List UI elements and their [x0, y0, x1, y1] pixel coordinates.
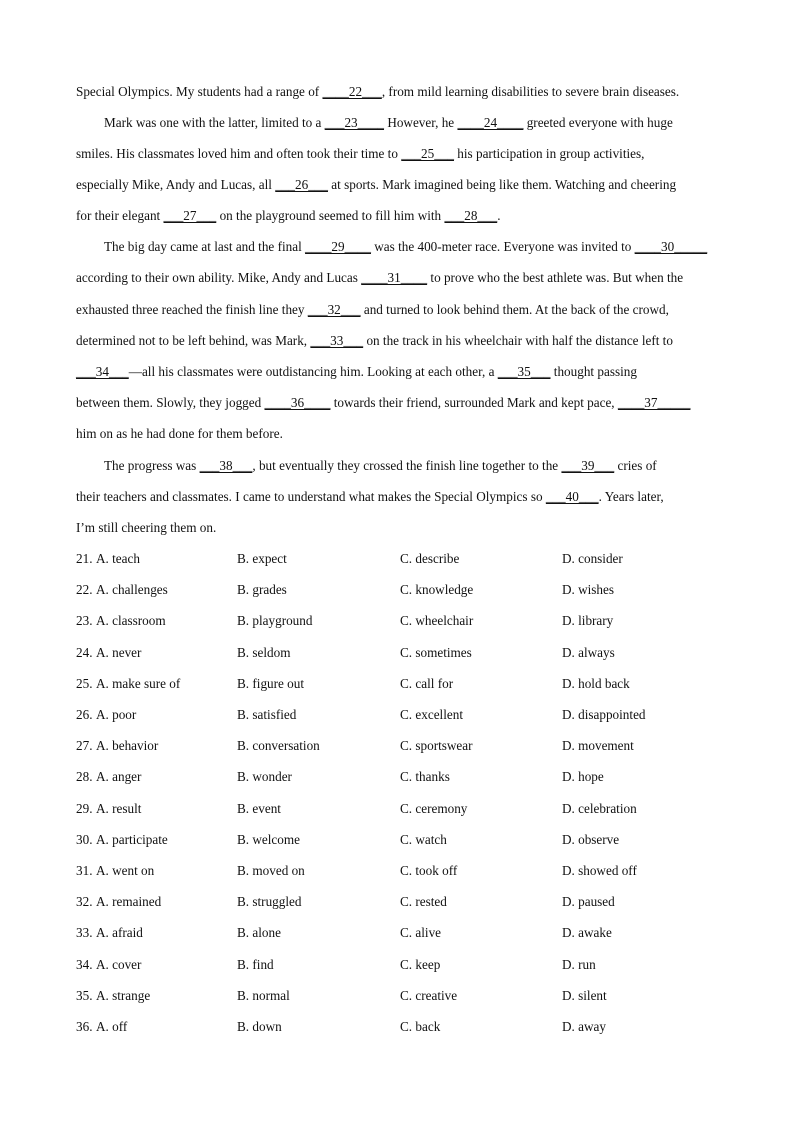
option-b[interactable]: B. find — [237, 957, 274, 972]
blank-33[interactable]: ___33___ — [310, 333, 364, 348]
option-c[interactable]: C. wheelchair — [400, 613, 474, 628]
passage-line: The big day came at last and the final ____29____ was the 400-meter race. Everyone was invited to ____30_____ — [104, 239, 708, 254]
question-number: 28. — [76, 769, 93, 784]
question-number: 31. — [76, 863, 93, 878]
option-d[interactable]: D. consider — [562, 551, 623, 566]
option-c[interactable]: C. thanks — [400, 769, 450, 784]
option-d[interactable]: D. hold back — [562, 676, 630, 691]
option-d[interactable]: D. observe — [562, 832, 620, 847]
option-b[interactable]: B. event — [237, 801, 281, 816]
option-b[interactable]: B. struggled — [237, 894, 302, 909]
option-a[interactable]: A. remained — [96, 894, 162, 909]
option-c[interactable]: C. keep — [400, 957, 441, 972]
option-a[interactable]: A. went on — [96, 863, 155, 878]
question-number: 29. — [76, 801, 93, 816]
option-a[interactable]: A. anger — [96, 769, 142, 784]
option-d[interactable]: D. wishes — [562, 582, 615, 597]
blank-38[interactable]: ___38___ — [199, 458, 253, 473]
option-b[interactable]: B. normal — [237, 988, 290, 1003]
passage-line: their teachers and classmates. I came to understand what makes the Special Olympics so ___40___. Years later, — [76, 489, 664, 504]
option-b[interactable]: B. alone — [237, 925, 281, 940]
option-b[interactable]: B. expect — [237, 551, 287, 566]
option-c[interactable]: C. creative — [400, 988, 458, 1003]
option-d[interactable]: D. silent — [562, 988, 607, 1003]
blank-39[interactable]: ___39___ — [561, 458, 615, 473]
option-d[interactable]: D. disappointed — [562, 707, 646, 722]
blank-30[interactable]: ____30_____ — [634, 239, 708, 254]
passage-line: between them. Slowly, they jogged ____36____ towards their friend, surrounded Mark and kept pace, ____37_____ — [76, 395, 691, 410]
question-number: 22. — [76, 582, 93, 597]
option-c[interactable]: C. sportswear — [400, 738, 473, 753]
option-a[interactable]: A. teach — [96, 551, 140, 566]
question-number: 32. — [76, 894, 93, 909]
question-number: 27. — [76, 738, 93, 753]
option-b[interactable]: B. wonder — [237, 769, 292, 784]
passage-line: especially Mike, Andy and Lucas, all ___26___ at sports. Mark imagined being like them. Watching and cheering — [76, 177, 677, 192]
question-number: 24. — [76, 645, 93, 660]
option-b[interactable]: B. welcome — [237, 832, 300, 847]
option-b[interactable]: B. grades — [237, 582, 287, 597]
passage-line: I’m still cheering them on. — [76, 520, 217, 535]
question-number: 21. — [76, 551, 93, 566]
question-number: 34. — [76, 957, 93, 972]
option-d[interactable]: D. celebration — [562, 801, 637, 816]
blank-35[interactable]: ___35___ — [497, 364, 551, 379]
option-a[interactable]: A. result — [96, 801, 142, 816]
option-a[interactable]: A. behavior — [96, 738, 159, 753]
option-b[interactable]: B. conversation — [237, 738, 320, 753]
question-number: 36. — [76, 1019, 93, 1034]
passage-line: ___34___—all his classmates were outdistancing him. Looking at each other, a ___35___ thought passing — [76, 364, 637, 379]
passage-line: Special Olympics. My students had a range of ____22___, from mild learning disabilities to severe brain diseases. — [76, 84, 680, 99]
blank-36[interactable]: ____36____ — [264, 395, 331, 410]
option-c[interactable]: C. ceremony — [400, 801, 468, 816]
passage-line: Mark was one with the latter, limited to a ___23____ However, he ____24____ greeted everyone with huge — [104, 115, 673, 130]
passage-line: determined not to be left behind, was Mark, ___33___ on the track in his wheelchair with half the distance left to — [76, 333, 673, 348]
option-a[interactable]: A. cover — [96, 957, 142, 972]
question-number: 33. — [76, 925, 93, 940]
option-a[interactable]: A. challenges — [96, 582, 168, 597]
option-c[interactable]: C. describe — [400, 551, 460, 566]
passage-line: smiles. His classmates loved him and often took their time to ___25___ his participation in group activities, — [76, 146, 645, 161]
blank-40[interactable]: ___40___ — [545, 489, 599, 504]
option-c[interactable]: C. call for — [400, 676, 454, 691]
blank-34[interactable]: ___34___ — [76, 364, 129, 379]
blank-32[interactable]: ___32___ — [307, 302, 361, 317]
option-d[interactable]: D. movement — [562, 738, 634, 753]
option-c[interactable]: C. excellent — [400, 707, 463, 722]
option-a[interactable]: A. never — [96, 645, 142, 660]
question-number: 23. — [76, 613, 93, 628]
blank-26[interactable]: ___26___ — [275, 177, 328, 192]
option-a[interactable]: A. make sure of — [96, 676, 181, 691]
option-c[interactable]: C. watch — [400, 832, 447, 847]
passage-line: exhausted three reached the finish line they ___32___ and turned to look behind them. At the back of the crowd, — [76, 302, 669, 317]
option-d[interactable]: D. run — [562, 957, 596, 972]
option-a[interactable]: A. afraid — [96, 925, 143, 940]
option-b[interactable]: B. figure out — [237, 676, 305, 691]
option-c[interactable]: C. sometimes — [400, 645, 472, 660]
option-c[interactable]: C. took off — [400, 863, 458, 878]
option-c[interactable]: C. alive — [400, 925, 442, 940]
question-number: 35. — [76, 988, 93, 1003]
option-d[interactable]: D. library — [562, 613, 614, 628]
question-number: 26. — [76, 707, 93, 722]
passage-line: for their elegant ___27___ on the playground seemed to fill him with ___28___. — [76, 208, 501, 223]
passage-line: him on as he had done for them before. — [76, 426, 283, 441]
question-number: 30. — [76, 832, 93, 847]
option-b[interactable]: B. seldom — [237, 645, 291, 660]
blank-25[interactable]: ___25___ — [401, 146, 454, 161]
option-d[interactable]: D. paused — [562, 894, 615, 909]
option-b[interactable]: B. satisfied — [237, 707, 297, 722]
option-c[interactable]: C. back — [400, 1019, 441, 1034]
option-d[interactable]: D. away — [562, 1019, 606, 1034]
option-d[interactable]: D. always — [562, 645, 615, 660]
passage-line: The progress was ___38___, but eventually they crossed the finish line together to the ___39___ cries of — [104, 458, 657, 473]
blank-37[interactable]: ____37_____ — [617, 395, 691, 410]
option-b[interactable]: B. playground — [237, 613, 313, 628]
option-b[interactable]: B. moved on — [237, 863, 305, 878]
option-c[interactable]: C. rested — [400, 894, 447, 909]
blank-31[interactable]: ____31____ — [361, 270, 428, 285]
option-d[interactable]: D. hope — [562, 769, 604, 784]
passage-line: according to their own ability. Mike, Andy and Lucas ____31____ to prove who the best athlete was. But when the — [76, 270, 684, 285]
blank-28[interactable]: ___28___ — [444, 208, 498, 223]
option-d[interactable]: D. showed off — [562, 863, 637, 878]
blank-24[interactable]: ____24____ — [457, 115, 524, 130]
option-c[interactable]: C. knowledge — [400, 582, 474, 597]
option-a[interactable]: A. strange — [96, 988, 151, 1003]
option-a[interactable]: A. participate — [96, 832, 168, 847]
blank-22[interactable]: ____22___ — [322, 84, 382, 99]
option-d[interactable]: D. awake — [562, 925, 612, 940]
blank-29[interactable]: ____29____ — [305, 239, 371, 254]
blank-27[interactable]: ___27___ — [163, 208, 217, 223]
option-a[interactable]: A. off — [96, 1019, 128, 1034]
option-a[interactable]: A. poor — [96, 707, 137, 722]
question-number: 25. — [76, 676, 93, 691]
option-b[interactable]: B. down — [237, 1019, 282, 1034]
option-a[interactable]: A. classroom — [96, 613, 166, 628]
blank-23[interactable]: ___23____ — [324, 115, 385, 130]
